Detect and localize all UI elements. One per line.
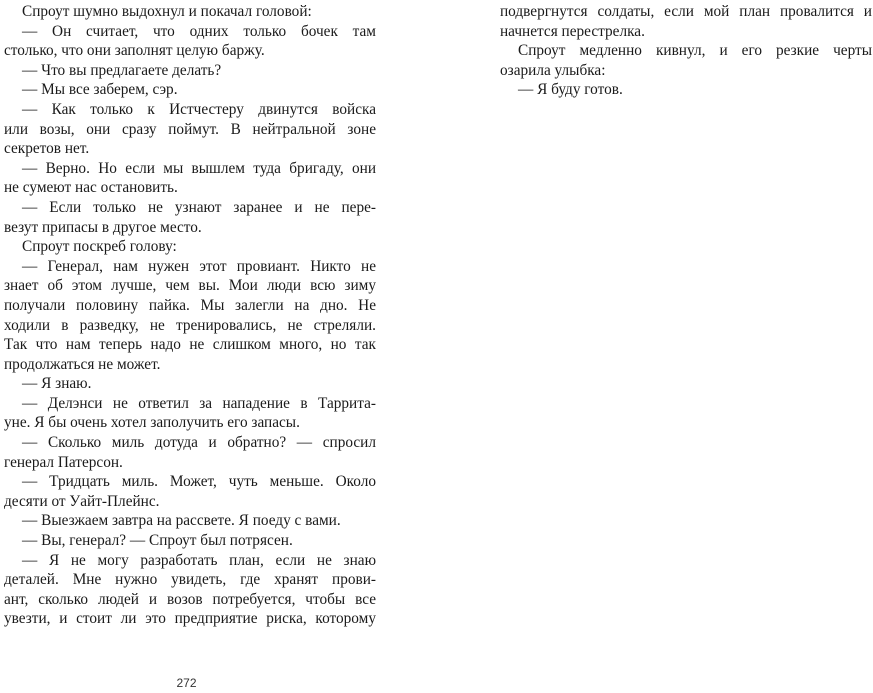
text-line: уне. Я бы очень хотел заполучить его запасы. (4, 414, 300, 432)
text-line: Спроут медленно кивнул, и его резкие черты (518, 42, 872, 60)
text-line: — Я не могу разработать план, если не знаю (22, 551, 376, 569)
text-line: — Если только не узнают заранее и не пере- (22, 198, 376, 216)
text-line: Спроут поскреб голову: (22, 238, 177, 256)
text-line: не сумеют нас остановить. (4, 179, 178, 197)
text-line: деталей. Мне нужно увидеть, где хранят прови- (4, 571, 376, 589)
right-text-column (500, 2, 872, 100)
text-line: — Сколько миль дотуда и обратно? — спросил (22, 434, 376, 452)
text-line: десяти от Уайт-Плейнс. (4, 492, 160, 510)
text-line: получали половину пайка. Мы залегли на дно. Не (4, 296, 376, 314)
page-number: 272 (176, 676, 197, 690)
text-line: продолжаться не может. (4, 355, 161, 373)
text-line: генерал Патерсон. (4, 453, 123, 471)
text-line: ант, сколько людей и возов потребуется, чтобы все (4, 590, 376, 608)
text-line: — Тридцать миль. Может, чуть меньше. Около (22, 473, 376, 491)
text-line: — Вы, генерал? — Спроут был потрясен. (22, 532, 293, 550)
text-line: — Я буду готов. (518, 81, 623, 99)
text-line: начнется перестрелка. (500, 22, 645, 40)
text-line: — Он считает, что одних только бочек там (22, 22, 376, 40)
text-line: знает об этом лучше, чем вы. Мои люди всю зиму (4, 277, 376, 295)
text-line: столько, что они заполнят целую баржу. (4, 42, 265, 60)
text-line: — Делэнси не ответил за нападение в Таррита- (22, 394, 376, 412)
text-line: Так что нам теперь надо не слишком много, но так (4, 336, 376, 354)
text-line: — Я знаю. (22, 375, 92, 393)
text-line: Спроут шумно выдохнул и покачал головой: (22, 3, 312, 20)
left-text-column (4, 2, 376, 629)
text-line: увезти, и стоит ли это предприятие риска, которому (4, 610, 376, 628)
text-line: — Что вы предлагаете делать? (22, 61, 222, 79)
text-line: — Верно. Но если мы вышлем туда бригаду, они (22, 159, 376, 177)
text-line: озарила улыбка: (500, 61, 606, 79)
text-line: — Выезжаем завтра на рассвете. Я поеду с вами. (22, 512, 341, 530)
text-line: или возы, они сразу поймут. В нейтральной зоне (4, 120, 376, 138)
text-line: — Мы все заберем, сэр. (22, 81, 178, 99)
text-line: — Как только к Истчестеру двинутся войска (22, 100, 376, 118)
text-line: секретов нет. (4, 140, 90, 158)
text-line: везут припасы в другое место. (4, 218, 202, 236)
text-line: ходили в разведку, не тренировались, не стреляли. (4, 316, 376, 334)
text-line: подвергнутся солдаты, если мой план провалится и (500, 3, 872, 20)
text-line: — Генерал, нам нужен этот провиант. Никто не (22, 257, 376, 275)
